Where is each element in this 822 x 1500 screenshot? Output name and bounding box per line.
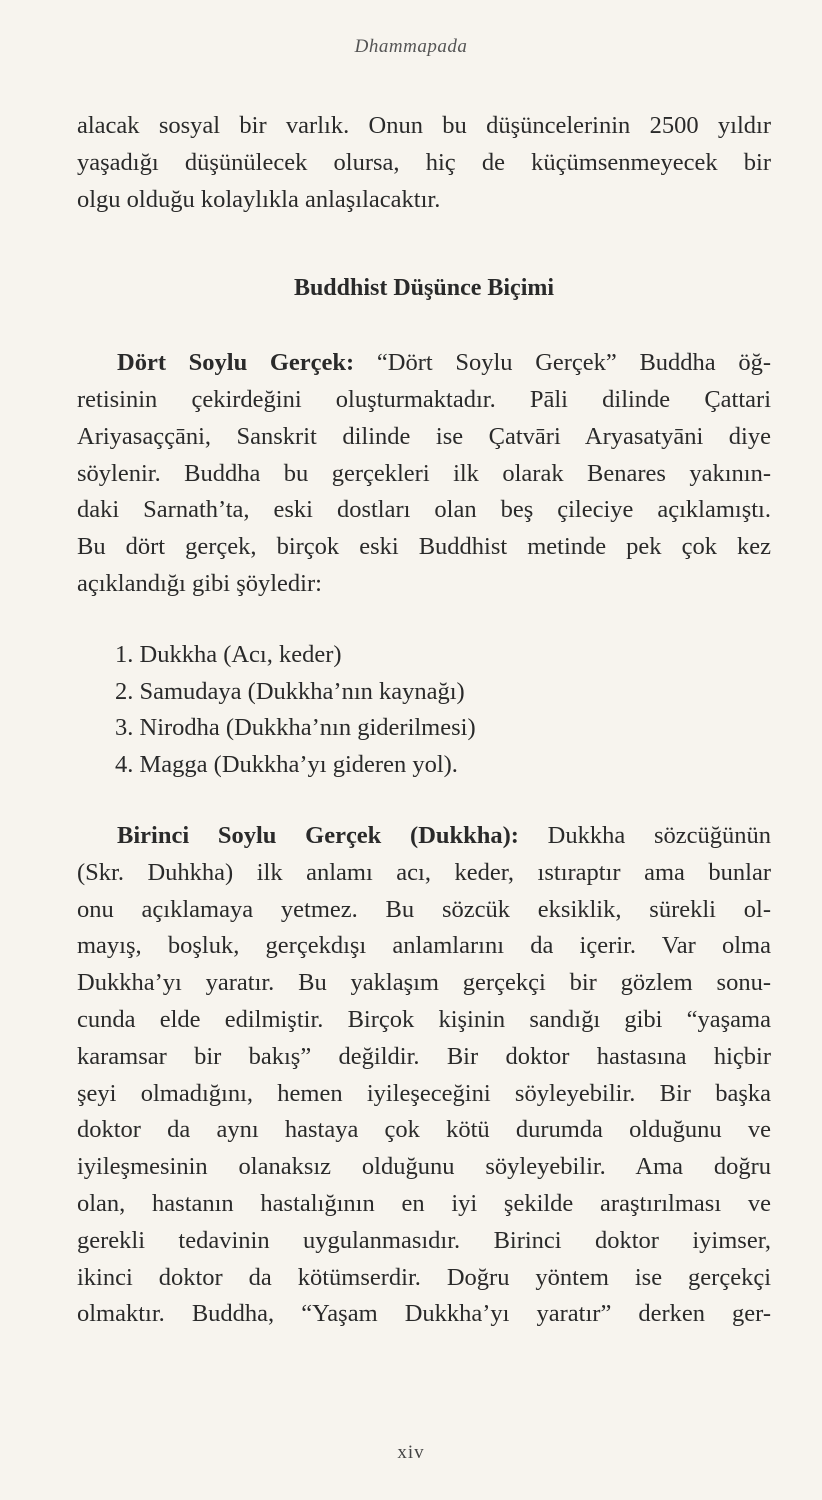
text-line: doktor da aynı hastaya çok kötü durumda olduğunu ve: [77, 1116, 771, 1144]
text-span: “Dört Soylu Gerçek” Buddha öğ-: [376, 349, 771, 377]
text-line: açıklandığı gibi şöyledir:: [77, 569, 322, 597]
text-line: [77, 818, 771, 855]
list-item: 3. Nirodha (Dukkha’nın giderilmesi): [115, 714, 476, 742]
text-line: ikinci doktor da kötümserdir. Doğru yöntem ise gerçekçi: [77, 1263, 771, 1291]
text-line: mayış, boşluk, gerçekdışı anlamlarını da içerir. Var olma: [77, 932, 771, 960]
list-item: 4. Magga (Dukkha’yı gideren yol).: [115, 751, 458, 779]
text-line: söylenir. Buddha bu gerçekleri ilk olarak Benares yakının-: [77, 459, 771, 487]
section-heading: Buddhist Düşünce Biçimi: [293, 275, 555, 302]
text-line: retisinin çekirdeğini oluşturmaktadır. Pāli dilinde Çattari: [77, 385, 771, 413]
first-truth-paragraph: [77, 818, 771, 1333]
text-line: olgu olduğu kolaylıkla anlaşılacaktır.: [77, 185, 441, 213]
four-truths-paragraph: [77, 345, 771, 603]
text-line: Ariyasaççāni, Sanskrit dilinde ise Çatvāri Aryasatyāni diye: [77, 422, 771, 450]
paragraph-lead: Dört Soylu Gerçek:: [117, 349, 355, 377]
text-line: iyileşmesinin olanaksız olduğunu söyleyebilir. Ama doğru: [77, 1153, 771, 1181]
text-line: yaşadığı düşünülecek olursa, hiç de küçümsenmeyecek bir: [77, 148, 771, 176]
text-line: alacak sosyal bir varlık. Onun bu düşüncelerinin 2500 yıldır: [77, 112, 771, 139]
running-head: Dhammapada: [354, 36, 468, 57]
text-line: Dukkha’yı yaratır. Bu yaklaşım gerçekçi bir gözlem sonu-: [77, 969, 771, 997]
text-line: onu açıklamaya yetmez. Bu sözcük eksiklik, sürekli ol-: [77, 895, 771, 923]
text-line: olmaktır. Buddha, “Yaşam Dukkha’yı yaratır” derken ger-: [77, 1300, 771, 1328]
text-line: karamsar bir bakış” değildir. Bir doktor hastasına hiçbir: [77, 1042, 771, 1070]
text-line: olan, hastanın hastalığının en iyi şekilde araştırılması ve: [77, 1189, 771, 1217]
text-line: şeyi olmadığını, hemen iyileşeceğini söyleyebilir. Bir başka: [77, 1079, 771, 1107]
text-line: [77, 345, 771, 382]
text-line: gerekli tedavinin uygulanmasıdır. Birinci doktor iyimser,: [77, 1226, 771, 1254]
text-line: cunda elde edilmiştir. Birçok kişinin sandığı gibi “yaşama: [77, 1005, 771, 1033]
text-line: daki Sarnath’ta, eski dostları olan beş çileciye açıklamıştı.: [77, 496, 771, 524]
list-item: 1. Dukkha (Acı, keder): [115, 640, 342, 668]
text-line: (Skr. Duhkha) ilk anlamı acı, keder, ıstıraptır ama bunlar: [77, 858, 771, 886]
paragraph-lead: Birinci Soylu Gerçek (Dukkha):: [117, 821, 519, 849]
body-text: [77, 108, 771, 1333]
text-span: Dukkha sözcüğünün: [547, 821, 771, 849]
text-line: Bu dört gerçek, birçok eski Buddhist metinde pek çok kez: [77, 533, 771, 561]
intro-paragraph: [77, 108, 771, 218]
list-item: 2. Samudaya (Dukkha’nın kaynağı): [115, 677, 465, 705]
four-truths-list: [77, 637, 771, 784]
page-number: xiv: [397, 1442, 425, 1463]
